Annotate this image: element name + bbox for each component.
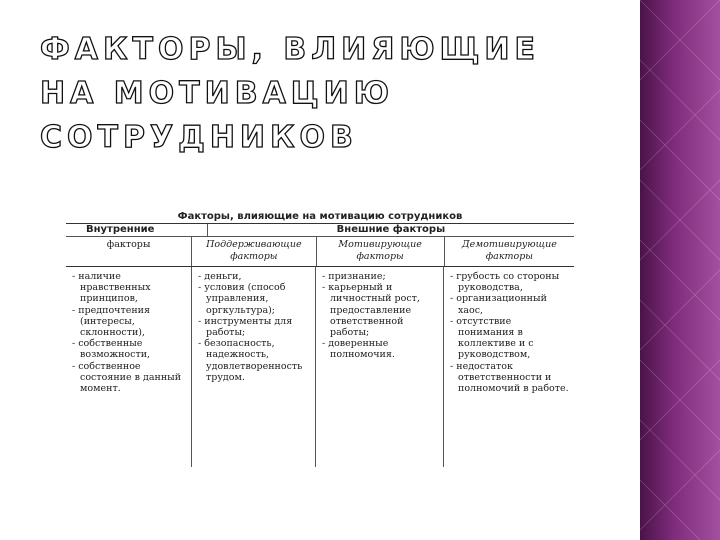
external-factors-header: Внешние факторы <box>336 224 446 235</box>
table-caption: Факторы, влияющие на мотивацию сотрудников <box>66 210 574 224</box>
list-item: - инструменты для работы; <box>198 316 311 338</box>
list-item: - деньги, <box>198 271 311 282</box>
slide-title: ФАКТОРЫ, ВЛИЯЮЩИЕ НА МОТИВАЦИЮ СОТРУДНИКОВ <box>40 32 540 155</box>
supporting-factors-cell <box>192 267 316 467</box>
supporting-factors-header: Поддерживающие факторы <box>192 237 316 266</box>
factors-table <box>66 210 574 467</box>
internal-factors-cell <box>66 267 192 467</box>
list-item: - грубость со стороны руководства, <box>450 271 570 293</box>
motivating-factors-cell <box>316 267 444 467</box>
list-item: - карьерный и личностный рост, предоставление ответственной работы; <box>322 282 439 338</box>
list-item: - организационный хаос, <box>450 293 570 315</box>
table-header-row-1 <box>66 224 574 237</box>
list-item: - собственное состояние в данный момент. <box>72 361 187 395</box>
list-item: - доверенные полномочия. <box>322 338 439 360</box>
table-header-row-2 <box>66 237 574 267</box>
list-item: - недостаток ответственности и полномочий в работе. <box>450 361 570 395</box>
demotivating-factors-header: Демотивирующие факторы <box>461 239 557 262</box>
list-item: - собственные возможности, <box>72 338 187 360</box>
internal-factors-subheader: факторы <box>66 237 192 266</box>
list-item: - безопасность, надежность, удовлетворенность трудом. <box>198 338 311 383</box>
list-item: - наличие нравственных принципов, <box>72 271 187 305</box>
list-item: - отсутствие понимания в коллективе и с руководством, <box>450 316 570 361</box>
table-body-row <box>66 267 574 467</box>
demotivating-factors-cell <box>444 267 574 467</box>
decorative-diagonal-lines <box>640 0 720 540</box>
list-item: - условия (способ управления, оргкультура); <box>198 282 311 316</box>
list-item: - признание; <box>322 271 439 282</box>
motivating-factors-header: Мотивирующие факторы <box>317 237 445 266</box>
internal-factors-header: Внутренние <box>66 224 208 236</box>
list-item: - предпочтения (интересы, склонности), <box>72 305 187 339</box>
